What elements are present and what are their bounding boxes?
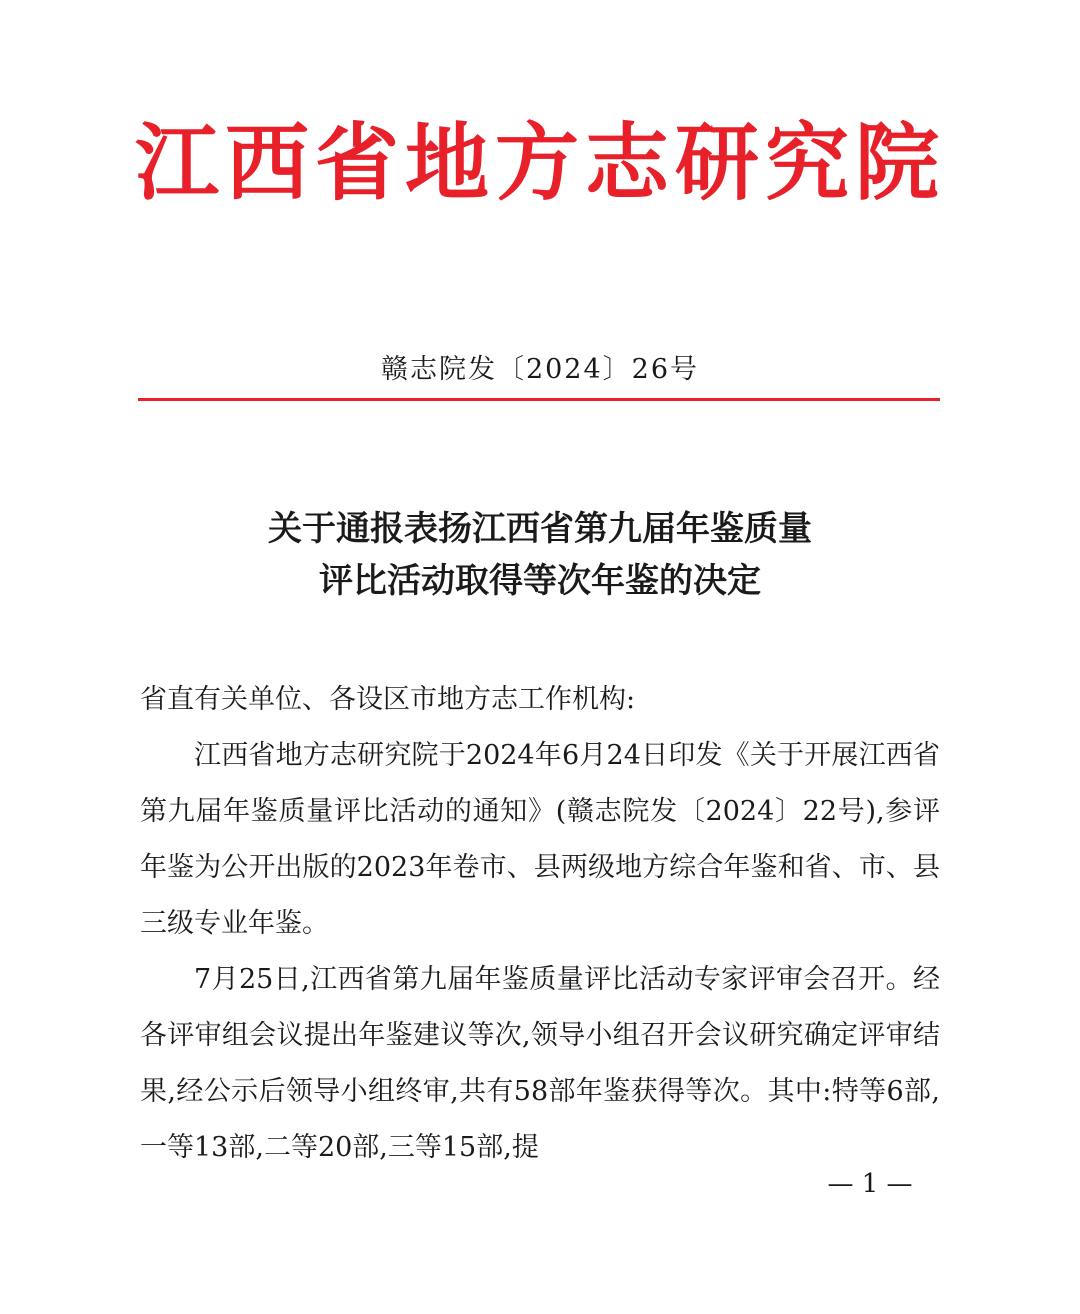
issuing-organization-header: 江西省地方志研究院 <box>134 113 945 212</box>
title-line-1: 关于通报表扬江西省第九届年鉴质量 <box>268 509 812 549</box>
paragraph-1: 江西省地方志研究院于2024年6月24日印发《关于开展江西省第九届年鉴质量评比活动的通知》(赣志院发〔2024〕22号),参评年鉴为公开出版的2023年卷市、县两级地方综合年鉴和省、市、县三级专业年鉴。 <box>140 740 940 939</box>
salutation: 省直有关单位、各设区市地方志工作机构: <box>140 684 636 715</box>
document-number: 赣志院发〔2024〕26号 <box>380 354 700 385</box>
page-number: — 1 — <box>827 1169 913 1199</box>
document-title <box>0 503 1080 607</box>
title-line-2: 评比活动取得等次年鉴的决定 <box>319 561 761 601</box>
header-divider-line <box>138 398 940 401</box>
document-body <box>140 672 940 1176</box>
paragraph-2: 7月25日,江西省第九届年鉴质量评比活动专家评审会召开。经各评审组会议提出年鉴建议等次,领导小组召开会议研究确定评审结果,经公示后领导小组终审,共有58部年鉴获得等次。其中:特等6部,一等13部,二等20部,三等15部,提 <box>140 964 940 1163</box>
